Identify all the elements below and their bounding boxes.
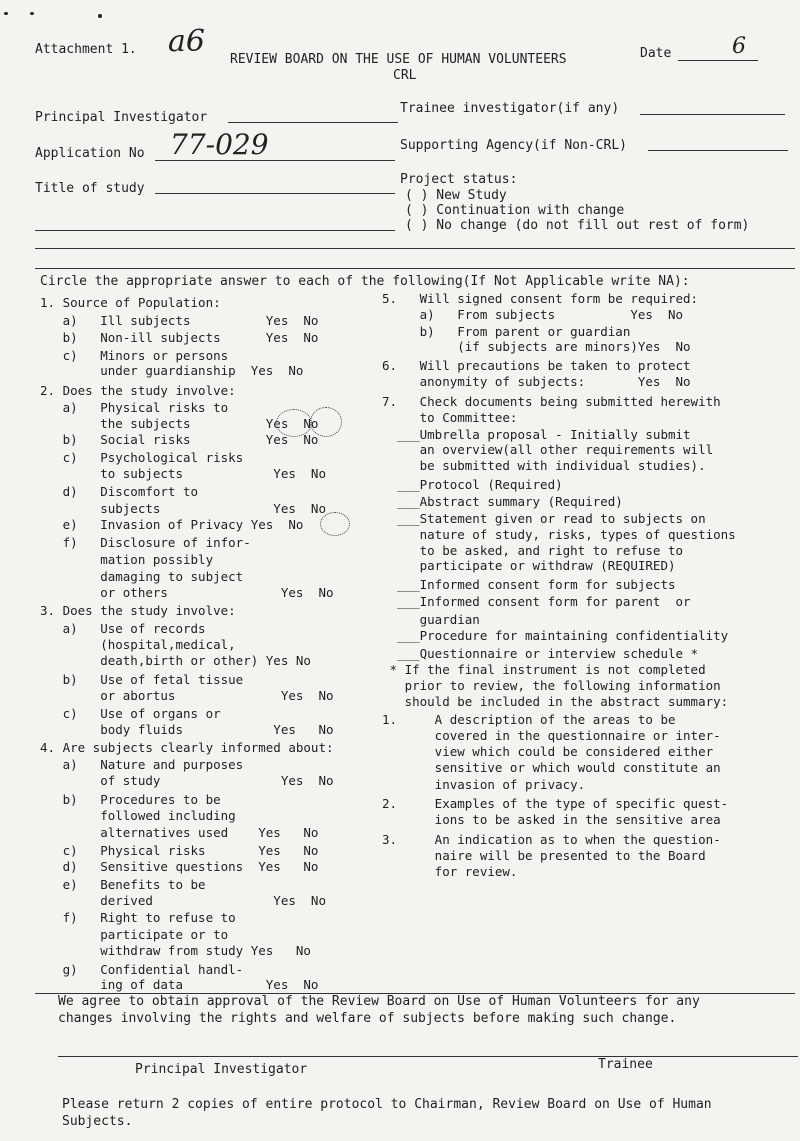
left-line: mation possibly (40, 552, 214, 567)
answer-circle (320, 512, 350, 536)
right-line: 7. Check documents being submitted herewith (382, 394, 721, 409)
left-line: g) Confidential handl- (40, 962, 244, 977)
left-line: a) Physical risks to (40, 400, 229, 415)
supporting-agency-field[interactable] (648, 150, 788, 151)
right-line: a) From subjects Yes No (382, 307, 684, 322)
status-new-study[interactable]: ( ) New Study (405, 188, 507, 203)
left-line: b) Social risks Yes No (40, 432, 319, 447)
scan-speck (30, 12, 34, 15)
right-line: ___Umbrella proposal - Initially submit (382, 427, 691, 442)
form-subtitle: CRL (393, 68, 417, 83)
right-line: prior to review, the following information (382, 678, 721, 693)
left-line: the subjects Yes No (40, 416, 319, 431)
study-title-label: Title of study (35, 181, 145, 196)
left-line: participate or to (40, 927, 229, 942)
date-value: 6 (732, 34, 746, 59)
right-line: naire will be presented to the Board (382, 848, 706, 863)
left-line: c) Minors or persons (40, 348, 229, 363)
right-line: for review. (382, 864, 518, 879)
left-line: c) Psychological risks (40, 450, 244, 465)
right-line: 3. An indication as to when the question- (382, 832, 721, 847)
left-line: d) Sensitive questions Yes No (40, 859, 319, 874)
right-line: ___Abstract summary (Required) (382, 494, 623, 509)
left-line: death,birth or other) Yes No (40, 653, 311, 668)
left-line: or others Yes No (40, 585, 334, 600)
agreement-line: We agree to obtain approval of the Review Board on Use of Human Volunteers for any (58, 994, 700, 1009)
footer-line: Please return 2 copies of entire protocol to Chairman, Review Board on Use of Human (62, 1097, 712, 1112)
left-line: a) Nature and purposes (40, 757, 244, 772)
study-title-field[interactable] (155, 193, 395, 194)
right-line: covered in the questionnaire or inter- (382, 728, 721, 743)
left-line: ing of data Yes No (40, 977, 319, 992)
left-line: a) Use of records (40, 621, 206, 636)
status-continuation[interactable]: ( ) Continuation with change (405, 203, 625, 218)
left-line: b) Procedures to be (40, 792, 221, 807)
date-label: Date (640, 46, 672, 61)
right-line: sensitive or which would constitute an (382, 760, 721, 775)
application-label: Application No (35, 146, 145, 161)
right-line: ___Questionnaire or interview schedule * (382, 646, 699, 661)
pi-label: Principal Investigator (35, 110, 208, 125)
trainee-investigator-field[interactable] (640, 114, 785, 115)
right-line: ___Procedure for maintaining confidentiality (382, 628, 729, 643)
right-line: (if subjects are minors)Yes No (382, 339, 691, 354)
left-line: followed including (40, 808, 236, 823)
supporting-agency-label: Supporting Agency(if Non-CRL) (400, 138, 627, 153)
answer-circle (310, 407, 342, 437)
left-line: f) Right to refuse to (40, 910, 236, 925)
right-line: to Committee: (382, 410, 518, 425)
right-line: should be included in the abstract summary: (382, 694, 729, 709)
left-line: e) Benefits to be (40, 877, 206, 892)
trainee-investigator-label: Trainee investigator(if any) (400, 101, 620, 116)
left-line: 4. Are subjects clearly informed about: (40, 740, 334, 755)
right-line: invasion of privacy. (382, 777, 586, 792)
pi-signature-label: Principal Investigator (135, 1062, 308, 1077)
right-line: view which could be considered either (382, 744, 714, 759)
right-line: participate or withdraw (REQUIRED) (382, 558, 676, 573)
left-line: c) Physical risks Yes No (40, 843, 319, 858)
scan-speck (4, 12, 8, 15)
left-line: e) Invasion of Privacy Yes No (40, 517, 304, 532)
left-line: body fluids Yes No (40, 722, 334, 737)
divider-top (35, 248, 795, 249)
right-line: 5. Will signed consent form be required: (382, 291, 699, 306)
answer-circle (276, 409, 312, 437)
project-status-label: Project status: (400, 172, 518, 187)
left-line: 1. Source of Population: (40, 295, 221, 310)
left-line: c) Use of organs or (40, 706, 221, 721)
left-line: alternatives used Yes No (40, 825, 319, 840)
left-line: (hospital,medical, (40, 637, 236, 652)
right-line: ___Statement given or read to subjects on (382, 511, 706, 526)
right-line: 2. Examples of the type of specific quest- (382, 796, 729, 811)
left-line: derived Yes No (40, 893, 326, 908)
footer-line: Subjects. (62, 1114, 133, 1129)
attachment-label: Attachment 1. (35, 42, 137, 57)
left-line: damaging to subject (40, 569, 244, 584)
right-line: ___Informed consent form for parent or (382, 594, 691, 609)
divider-top-2 (35, 268, 795, 269)
left-line: subjects Yes No (40, 501, 326, 516)
right-line: ___Protocol (Required) (382, 477, 563, 492)
application-value: 77-029 (170, 128, 269, 161)
right-line: anonymity of subjects: Yes No (382, 374, 691, 389)
scan-speck (98, 14, 102, 18)
left-line: f) Disclosure of infor- (40, 535, 251, 550)
right-line: be submitted with individual studies). (382, 458, 706, 473)
right-line: to be asked, and right to refuse to (382, 543, 684, 558)
left-line: to subjects Yes No (40, 466, 326, 481)
right-line: ions to be asked in the sensitive area (382, 812, 721, 827)
left-line: b) Use of fetal tissue (40, 672, 244, 687)
left-line: under guardianship Yes No (40, 363, 304, 378)
study-title-field-continued[interactable] (35, 230, 395, 231)
right-line: ___Informed consent form for subjects (382, 577, 676, 592)
right-line: * If the final instrument is not completed (382, 662, 706, 677)
instructions: Circle the appropriate answer to each of the following(If Not Applicable write NA): (40, 274, 690, 289)
status-no-change[interactable]: ( ) No change (do not fill out rest of form) (405, 218, 750, 233)
right-line: guardian (382, 612, 480, 627)
left-line: d) Discomfort to (40, 484, 199, 499)
form-title: REVIEW BOARD ON THE USE OF HUMAN VOLUNTEERS (230, 52, 567, 67)
left-line: of study Yes No (40, 773, 334, 788)
pi-field[interactable] (228, 122, 398, 123)
left-line: b) Non-ill subjects Yes No (40, 330, 319, 345)
trainee-signature-label: Trainee (598, 1057, 653, 1072)
left-line: 3. Does the study involve: (40, 603, 236, 618)
right-line: 1. A description of the areas to be (382, 712, 676, 727)
handwritten-mark: a6 (168, 24, 205, 59)
left-line: or abortus Yes No (40, 688, 334, 703)
right-line: 6. Will precautions be taken to protect (382, 358, 691, 373)
left-line: a) Ill subjects Yes No (40, 313, 319, 328)
right-line: b) From parent or guardian (382, 324, 631, 339)
agreement-line: changes involving the rights and welfare of subjects before making such change. (58, 1011, 677, 1026)
left-line: withdraw from study Yes No (40, 943, 311, 958)
left-line: 2. Does the study involve: (40, 383, 236, 398)
signature-line[interactable] (58, 1056, 798, 1057)
right-line: nature of study, risks, types of questions (382, 527, 736, 542)
right-line: an overview(all other requirements will (382, 442, 714, 457)
